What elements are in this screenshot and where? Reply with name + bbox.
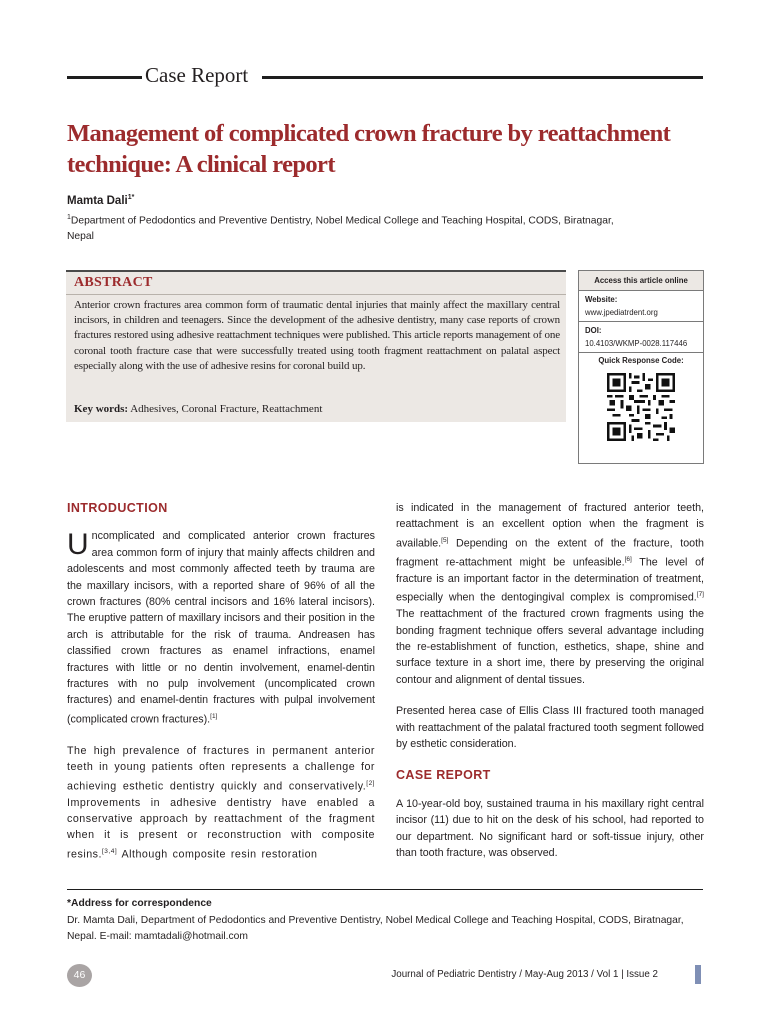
abstract-divider bbox=[66, 294, 566, 295]
header-rule-right bbox=[262, 76, 703, 79]
citation[interactable]: [2] bbox=[366, 779, 375, 787]
author-affiliation: $^1$Department of Pedodontics and Preventive Dentistry, Nobel Medical College and Teaching Hospital, CODS, Biratnagar, Nepal bbox=[67, 214, 614, 243]
qr-code-icon bbox=[607, 373, 675, 441]
website-link[interactable]: www.jpediatrdent.org bbox=[585, 308, 658, 317]
edge-marker bbox=[695, 965, 701, 984]
doi-label: DOI: bbox=[585, 326, 602, 335]
keywords-label: Key words: bbox=[74, 403, 129, 415]
keywords bbox=[74, 403, 560, 415]
article-title: Management of complicated crown fracture by reattachment technique: A clinical report bbox=[67, 120, 671, 178]
section-label: Case Report bbox=[145, 63, 249, 87]
journal-citation: Journal of Pediatric Dentistry / May-Aug 2013 / Vol 1 | Issue 2 bbox=[391, 969, 658, 980]
section-header bbox=[67, 62, 703, 92]
drop-cap: U bbox=[67, 528, 89, 562]
abstract-text: Anterior crown fractures area common form of traumatic dental injuries that mainly affect the maxillary central incisors, in children and teenagers. Since the development of the adhesive dentistry, many case reports of crown fractures restored using adhesive reattachment techniques were published. This article reports management of one coronal tooth fracture case that were successfully treated using tooth fragment reattachment on palatal aspect especially along with the use of adhesive resins for coronal build up. bbox=[74, 299, 560, 372]
citation[interactable]: [3,4] bbox=[101, 847, 118, 855]
case-paragraph-1: A 10-year-old boy, sustained trauma in his maxillary right central incisor (11) due to hit on the desk of his school, had reported to our department. No significant hard or soft-tissue injury, other than tooth fracture, was observed. bbox=[396, 797, 704, 859]
qr-label: Quick Response Code: bbox=[598, 356, 684, 365]
access-heading: Access this article online bbox=[579, 271, 703, 291]
doi-value[interactable]: 10.4103/WKMP-0028.117446 bbox=[585, 339, 688, 348]
website-label: Website: bbox=[585, 295, 618, 304]
correspondence-title: *Address for correspondence bbox=[67, 898, 212, 909]
intro-paragraph-4: Presented herea case of Ellis Class III fractured tooth managed with reattachment of the palatal fractured tooth segment followed by esthetic consideration. bbox=[396, 705, 704, 750]
correspondence-text: Dr. Mamta Dali, Department of Pedodontics and Preventive Dentistry, Nobel Medical College and Teaching Hospital, CODS, Biratnagar, Nepal. E-mail: mamtadali@hotmail.com bbox=[67, 914, 684, 942]
intro-paragraph-1: Uncomplicated and complicated anterior crown fractures area common form of injury that mainly affects children and adolescents and most commonly affected teeth by trauma are the maxillary incisors, with a reported share of 96% of all the crown fractures (80% central incisors and 16% lateral incisors). The eruptive pattern of maxillary incisors and their position in the arch is attributable for the risk of trauma. Andreasen has classified crown fractures as enamel infractions, enamel fractures with little or no dentin involvement, enamel-dentin fractures with no pulp involvement (uncomplicated crown fractures) and enamel-dentin fractures with pulpal involvement (complicated crown fractures).[1] bbox=[67, 528, 375, 726]
page-number: 46 bbox=[67, 964, 92, 987]
footnote-divider bbox=[67, 889, 703, 890]
abstract-heading: ABSTRACT bbox=[74, 275, 153, 290]
correspondence-footnote bbox=[67, 896, 703, 946]
intro-paragraph-3: is indicated in the management of fractured anterior teeth, reattachment is an excellent option when the fragment is available.[5] Depending on the extent of the fracture, tooth fragment re-attachment might be unfeasible.[6] The level of fracture is an important factor in the determination of treatment, especially when the dentogingival complex is compromised.[7] The reattachment of the fractured crown fragments using the bonding fragment technique offers several advantage including the re-establishment of function, esthetics, shape, shine and surface texture in a short ime, there by preserving the original contour and alignment of dental tissues. bbox=[396, 502, 704, 686]
abstract-panel bbox=[66, 270, 566, 422]
citation[interactable]: [1] bbox=[210, 712, 218, 720]
doi-row bbox=[579, 322, 703, 353]
left-column bbox=[67, 500, 375, 878]
keywords-value: Adhesives, Coronal Fracture, Reattachment bbox=[130, 403, 323, 415]
header-rule-left bbox=[67, 76, 142, 79]
author-name: Mamta Dali$^{1*}$ bbox=[67, 194, 135, 207]
website-row bbox=[579, 291, 703, 322]
citation[interactable]: [6] bbox=[624, 555, 632, 563]
access-online-box bbox=[578, 270, 704, 464]
introduction-heading: INTRODUCTION bbox=[67, 501, 168, 515]
citation[interactable]: [5] bbox=[441, 536, 449, 544]
citation[interactable]: [7] bbox=[696, 591, 704, 599]
right-column bbox=[396, 500, 704, 876]
case-report-heading: CASE REPORT bbox=[396, 768, 491, 783]
intro-paragraph-2: The high prevalence of fractures in permanent anterior teeth in young patients often represents a challenge for achieving esthetic dentistry quickly and conservatively.[2] Improvements in adhesive dentistry have enabled a conservative approach by reattachment of the fragment when it is present or reconstruction with composite resins.[3,4] Although composite resin restoration bbox=[67, 744, 375, 861]
